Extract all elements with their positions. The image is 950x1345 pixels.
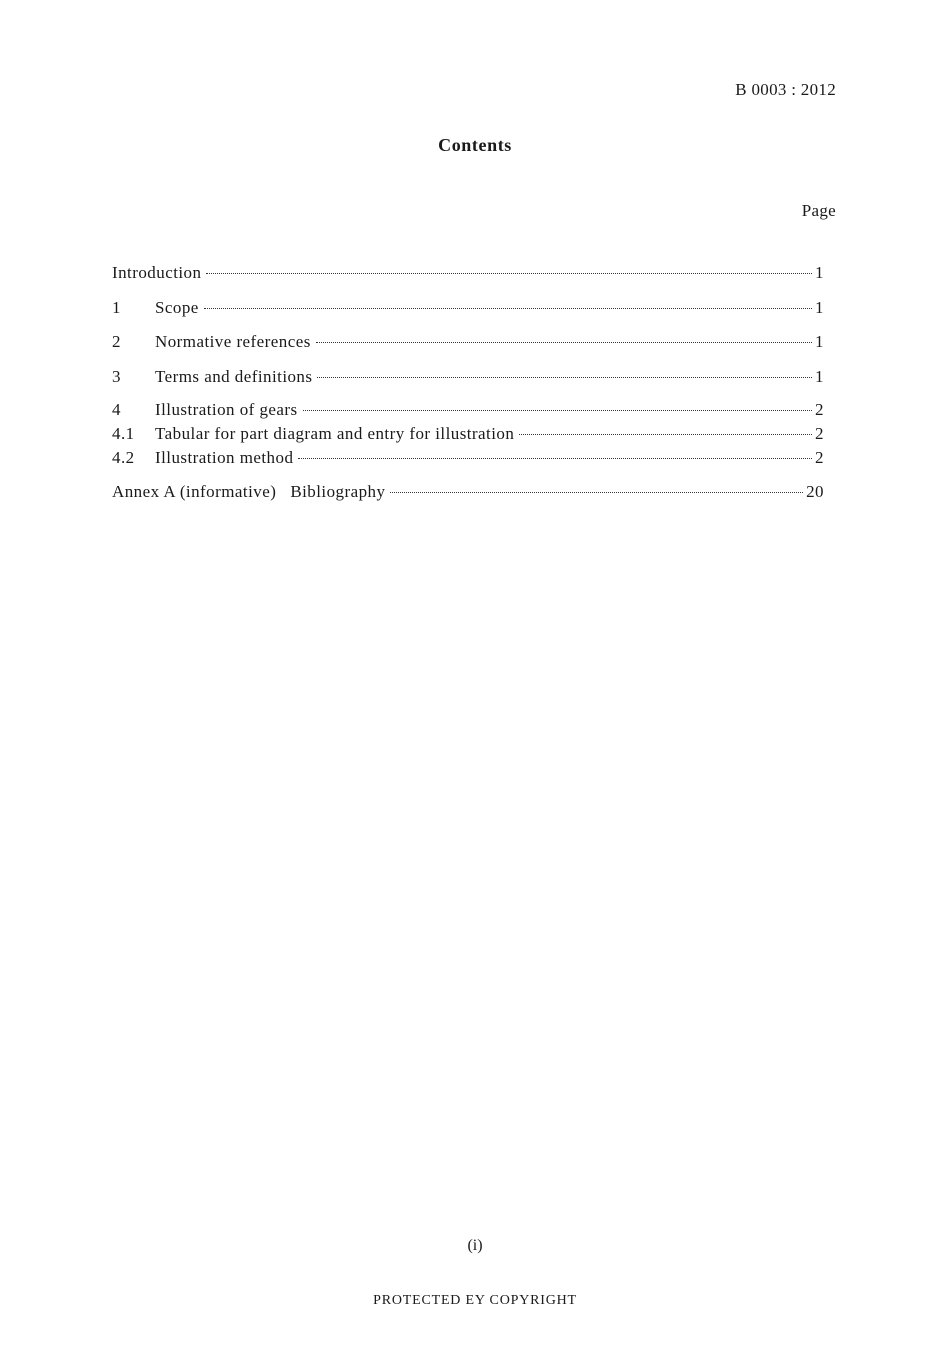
toc-entry-scope[interactable] bbox=[112, 298, 824, 320]
toc-entry-terms-and-definitions[interactable] bbox=[112, 367, 824, 389]
toc-entry-introduction[interactable] bbox=[112, 263, 824, 285]
toc-entry-page: 1 bbox=[815, 332, 824, 351]
toc-entry-number: 2 bbox=[112, 332, 121, 351]
toc-entry-number: 1 bbox=[112, 298, 121, 317]
dot-leader bbox=[317, 377, 812, 378]
toc-entry-title: Illustration method bbox=[155, 448, 294, 467]
page-column-heading: Page bbox=[801, 201, 836, 220]
dot-leader bbox=[206, 273, 812, 274]
dot-leader bbox=[316, 342, 812, 343]
toc-entry-number: 3 bbox=[112, 367, 121, 386]
toc-entry-page: 1 bbox=[815, 263, 824, 282]
document-number: B 0003 : 2012 bbox=[735, 80, 836, 99]
toc-entry-title: Terms and definitions bbox=[155, 367, 313, 386]
toc-entry-title bbox=[112, 482, 387, 502]
dot-leader bbox=[303, 410, 812, 411]
dot-leader bbox=[298, 458, 812, 459]
toc-entry-illustration-of-gears[interactable] bbox=[112, 400, 824, 422]
toc-entry-page: 2 bbox=[815, 424, 824, 443]
toc-entry-illustration-method[interactable] bbox=[112, 448, 824, 470]
toc-entry-tabular-part-diagram[interactable] bbox=[112, 424, 824, 446]
toc-entry-title: Scope bbox=[155, 298, 199, 317]
toc-entry-number: 4.2 bbox=[112, 448, 135, 467]
toc-entry-page: 1 bbox=[815, 367, 824, 386]
toc-entry-page: 20 bbox=[806, 482, 824, 501]
toc-entry-title: Normative references bbox=[155, 332, 311, 351]
dot-leader bbox=[519, 434, 812, 435]
toc-entry-page: 1 bbox=[815, 298, 824, 317]
copyright-notice: PROTECTED EY COPYRIGHT bbox=[373, 1293, 577, 1308]
toc-entry-title: Tabular for part diagram and entry for illustration bbox=[155, 424, 515, 443]
annex-label: Annex A (informative) bbox=[112, 482, 277, 501]
toc-entry-page: 2 bbox=[815, 448, 824, 467]
toc-entry-number: 4.1 bbox=[112, 424, 135, 443]
toc-entry-normative-references[interactable] bbox=[112, 332, 824, 354]
toc-entry-number: 4 bbox=[112, 400, 121, 419]
toc-entry-page: 2 bbox=[815, 400, 824, 419]
page-number-label: (i) bbox=[467, 1237, 483, 1254]
toc-entry-title: Introduction bbox=[112, 263, 202, 282]
dot-leader bbox=[390, 492, 803, 493]
toc-entry-title: Illustration of gears bbox=[155, 400, 298, 419]
toc-entry-annex-a-bibliography[interactable] bbox=[112, 482, 824, 504]
dot-leader bbox=[204, 308, 812, 309]
contents-title: Contents bbox=[438, 135, 512, 155]
annex-title: Bibliography bbox=[290, 482, 386, 501]
